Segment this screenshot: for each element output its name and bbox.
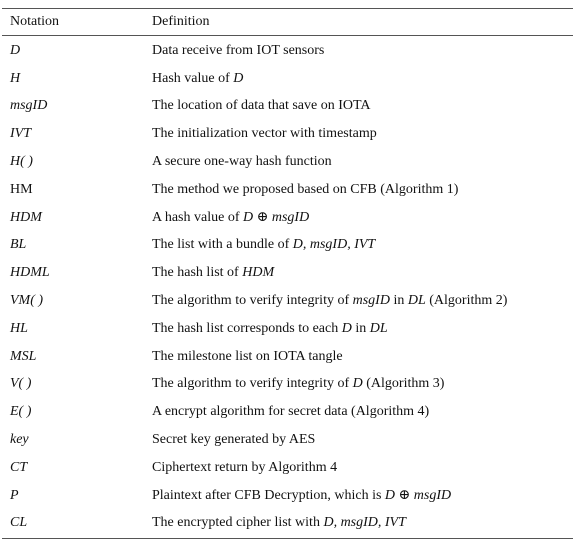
table-row xyxy=(0,371,575,399)
definition-cell xyxy=(152,515,575,531)
table-row xyxy=(0,176,575,204)
notation-cell: E( ) xyxy=(10,404,32,420)
definition-text: ⊕ xyxy=(395,488,414,504)
definition-cell xyxy=(152,126,575,142)
notation-cell: H xyxy=(10,70,21,86)
definition-text: Secret key generated by AES xyxy=(152,432,316,448)
notation-cell: msgID xyxy=(10,98,48,114)
notation-cell: BL xyxy=(10,237,27,253)
definition-text: msgID xyxy=(413,488,452,504)
notation-cell: VM( ) xyxy=(10,293,44,309)
table-row xyxy=(0,426,575,454)
definition-cell xyxy=(152,43,575,59)
definition-cell xyxy=(152,487,575,504)
notation-cell: MSL xyxy=(10,348,37,364)
header-definition: Definition xyxy=(152,14,210,29)
definition-cell xyxy=(152,321,575,337)
definition-text: Hash value of xyxy=(152,70,234,86)
table-row xyxy=(0,510,575,538)
table-row xyxy=(0,65,575,93)
definition-cell xyxy=(152,460,575,476)
definition-cell xyxy=(152,265,575,281)
definition-cell xyxy=(152,349,575,365)
definition-text: D xyxy=(352,376,363,392)
notation-cell: HDM xyxy=(10,209,42,225)
definition-text: D, msgID, IVT xyxy=(292,237,376,253)
notation-cell: D xyxy=(10,42,21,58)
notation-cell: IVT xyxy=(10,126,31,142)
definition-text: HDM xyxy=(242,265,275,281)
table-row xyxy=(0,204,575,232)
table-row xyxy=(0,120,575,148)
definition-cell xyxy=(152,376,575,392)
definition-text: A secure one-way hash function xyxy=(152,154,332,170)
definition-text: DL xyxy=(369,320,388,336)
definition-cell xyxy=(152,182,575,198)
definition-text: The milestone list on IOTA tangle xyxy=(152,348,343,364)
table-row xyxy=(0,259,575,287)
notation-cell: V( ) xyxy=(10,376,32,392)
definition-text: The list with a bundle of xyxy=(152,237,293,253)
definition-text: Plaintext after CFB Decryption, which is xyxy=(152,488,385,504)
notation-cell: H( ) xyxy=(10,154,33,170)
definition-text: The location of data that save on IOTA xyxy=(152,98,371,114)
definition-text: msgID xyxy=(352,293,390,309)
table-row xyxy=(0,148,575,176)
notation-cell: HDML xyxy=(10,265,50,281)
definition-text: The hash list of xyxy=(152,265,243,281)
table-row xyxy=(0,287,575,315)
notation-cell: HM xyxy=(10,181,33,197)
notation-cell: P xyxy=(10,487,19,503)
notation-table xyxy=(0,8,575,539)
definition-text: The initialization vector with timestamp xyxy=(152,126,377,142)
header-notation: Notation xyxy=(10,14,59,29)
definition-text: DL xyxy=(407,293,426,309)
table-row xyxy=(0,37,575,65)
definition-text: in xyxy=(389,293,408,309)
definition-text: (Algorithm 2) xyxy=(425,293,508,309)
table-row xyxy=(0,343,575,371)
definition-cell xyxy=(152,404,575,420)
definition-text: The algorithm to verify integrity of xyxy=(152,293,353,309)
definition-text: D, msgID, IVT xyxy=(323,515,406,531)
table-header xyxy=(0,9,575,35)
definition-text: The hash list corresponds to each xyxy=(152,320,342,336)
definition-cell xyxy=(152,293,575,309)
table-row xyxy=(0,482,575,510)
notation-cell: key xyxy=(10,432,29,448)
definition-text: D xyxy=(341,320,352,336)
notation-cell: HL xyxy=(10,320,28,336)
definition-text: Data receive from IOT sensors xyxy=(152,42,325,58)
table-row xyxy=(0,398,575,426)
definition-text: msgID xyxy=(271,210,310,226)
table-row xyxy=(0,93,575,121)
table-row xyxy=(0,454,575,482)
table-row xyxy=(0,315,575,343)
definition-text: (Algorithm 3) xyxy=(362,376,445,392)
bottom-rule xyxy=(2,538,573,539)
definition-cell xyxy=(152,237,575,253)
definition-text: The method we proposed based on CFB (Algorithm 1) xyxy=(152,181,459,197)
definition-text: in xyxy=(351,320,370,336)
definition-cell xyxy=(152,71,575,87)
definition-text: D xyxy=(384,488,396,504)
definition-text: The encrypted cipher list with xyxy=(152,515,324,531)
definition-text: A encrypt algorithm for secret data (Algorithm 4) xyxy=(152,404,430,420)
definition-cell xyxy=(152,209,575,226)
definition-text: D xyxy=(242,210,254,226)
notation-cell: CL xyxy=(10,515,28,531)
definition-cell xyxy=(152,154,575,170)
table-body xyxy=(0,36,575,538)
notation-cell: CT xyxy=(10,459,28,475)
definition-text: ⊕ xyxy=(253,210,272,226)
definition-text: A hash value of xyxy=(152,210,243,226)
definition-cell xyxy=(152,98,575,114)
definition-text: D xyxy=(233,70,244,86)
definition-cell xyxy=(152,432,575,448)
definition-text: Ciphertext return by Algorithm 4 xyxy=(152,459,338,475)
definition-text: The algorithm to verify integrity of xyxy=(152,376,353,392)
table-row xyxy=(0,232,575,260)
